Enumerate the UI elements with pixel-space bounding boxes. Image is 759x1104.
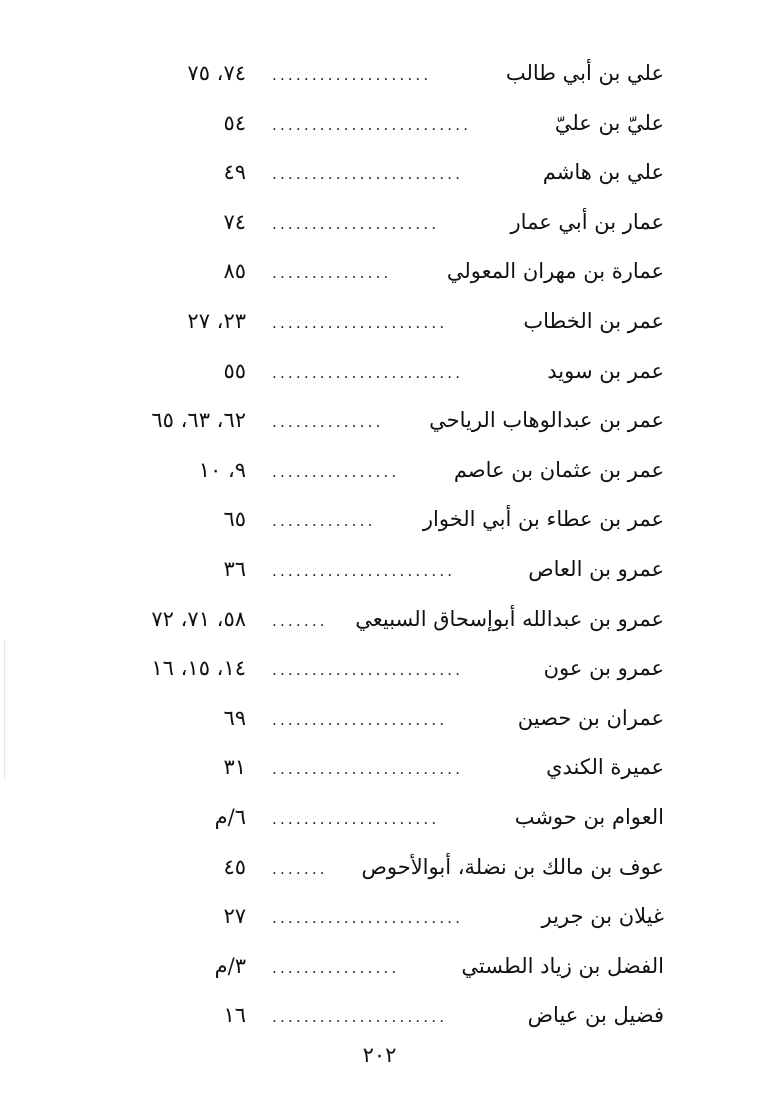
- leader-dots: ........................: [272, 363, 464, 382]
- index-entry: [0, 994, 759, 1044]
- leader-dots: .......: [272, 859, 328, 878]
- entry-name: عمر بن عطاء بن أبي الخوار: [422, 507, 664, 532]
- index-entry: [0, 300, 759, 350]
- index-entry: [0, 52, 759, 102]
- index-entry: [0, 399, 759, 449]
- entry-name: عمرو بن عون: [543, 656, 664, 681]
- entry-name: غيلان بن جرير: [541, 904, 664, 929]
- leader-dots: ........................: [272, 661, 464, 680]
- entry-name: عمر بن الخطاب: [523, 308, 664, 333]
- leader-dots: .......: [272, 611, 328, 630]
- entry-pages: ١٦: [223, 1003, 246, 1028]
- index-entry: [0, 548, 759, 598]
- index-entry: [0, 895, 759, 945]
- leader-dots: ........................: [272, 909, 464, 928]
- index-entry: [0, 647, 759, 697]
- entry-pages: ٦/م: [214, 804, 246, 829]
- entry-pages: ٦٩: [223, 705, 246, 730]
- leader-dots: .......................: [272, 561, 456, 580]
- entry-name: الفضل بن زياد الطستي: [461, 953, 664, 978]
- index-entry: [0, 250, 759, 300]
- leader-dots: ....................: [272, 66, 432, 84]
- leader-dots: .........................: [272, 115, 472, 134]
- entry-pages: ٥٤: [223, 110, 246, 135]
- entry-name: عمرو بن العاص: [528, 556, 664, 581]
- index-entry: [0, 449, 759, 499]
- index-entry: [0, 846, 759, 896]
- entry-pages: ٥٥: [223, 358, 246, 383]
- index-entry: [0, 151, 759, 201]
- entry-pages: ٧٤: [223, 209, 246, 234]
- leader-dots: ........................: [272, 760, 464, 779]
- index-entry: [0, 102, 759, 152]
- entry-pages: ٢٣، ٢٧: [187, 308, 246, 333]
- entry-pages: ٦٢، ٦٣، ٦٥: [151, 408, 246, 433]
- entry-pages: ٣٦: [223, 556, 246, 581]
- entry-pages: ٨٥: [223, 259, 246, 284]
- leader-dots: ......................: [272, 710, 448, 729]
- entry-name: العوام بن حوشب: [514, 804, 664, 829]
- leader-dots: .....................: [272, 214, 440, 233]
- entry-name: عمرو بن عبدالله أبوإسحاق السبيعي: [355, 606, 664, 631]
- entry-pages: ١٤، ١٥، ١٦: [151, 656, 246, 681]
- entry-pages: ٥٨، ٧١، ٧٢: [151, 606, 246, 631]
- leader-dots: .............: [272, 512, 376, 531]
- entry-pages: ٣/م: [214, 953, 246, 978]
- entry-name: عليّ بن عليّ: [554, 110, 664, 135]
- entry-pages: ٢٧: [223, 904, 246, 929]
- entry-name: علي بن هاشم: [542, 160, 664, 185]
- entry-name: عميرة الكندي: [546, 755, 664, 780]
- entry-name: عمار بن أبي عمار: [510, 209, 664, 234]
- entry-name: عمارة بن مهران المعولي: [446, 259, 664, 284]
- leader-dots: ................: [272, 462, 400, 481]
- leader-dots: ..............: [272, 413, 384, 432]
- entry-pages: ٤٩: [223, 160, 246, 185]
- leader-dots: ......................: [272, 1008, 448, 1027]
- entry-pages: ٩، ١٠: [198, 457, 246, 482]
- entry-pages: ٧٤، ٧٥: [187, 61, 246, 85]
- index-entry: [0, 201, 759, 251]
- index-entry: [0, 945, 759, 995]
- entry-name: عمران بن حصين: [517, 705, 664, 730]
- name-index-list: [0, 52, 759, 1044]
- entry-pages: ٣١: [223, 755, 246, 780]
- index-entry: [0, 746, 759, 796]
- entry-name: فضيل بن عياض: [527, 1003, 664, 1028]
- index-entry: [0, 350, 759, 400]
- leader-dots: ........................: [272, 165, 464, 184]
- page-number: ٢٠٢: [362, 1043, 397, 1067]
- leader-dots: ......................: [272, 313, 448, 332]
- index-entry: [0, 697, 759, 747]
- index-entry: [0, 598, 759, 648]
- entry-name: عوف بن مالك بن نضلة، أبوالأحوص: [361, 854, 664, 879]
- index-entry: [0, 796, 759, 846]
- index-entry: [0, 498, 759, 548]
- entry-name: عمر بن عثمان بن عاصم: [453, 457, 664, 482]
- entry-name: عمر بن سويد: [547, 358, 664, 383]
- entry-pages: ٤٥: [223, 854, 246, 879]
- entry-name: علي بن أبي طالب: [505, 61, 664, 85]
- leader-dots: ...............: [272, 264, 392, 283]
- entry-name: عمر بن عبدالوهاب الرياحي: [429, 408, 664, 433]
- leader-dots: ................: [272, 958, 400, 977]
- entry-pages: ٦٥: [223, 507, 246, 532]
- leader-dots: .....................: [272, 809, 440, 828]
